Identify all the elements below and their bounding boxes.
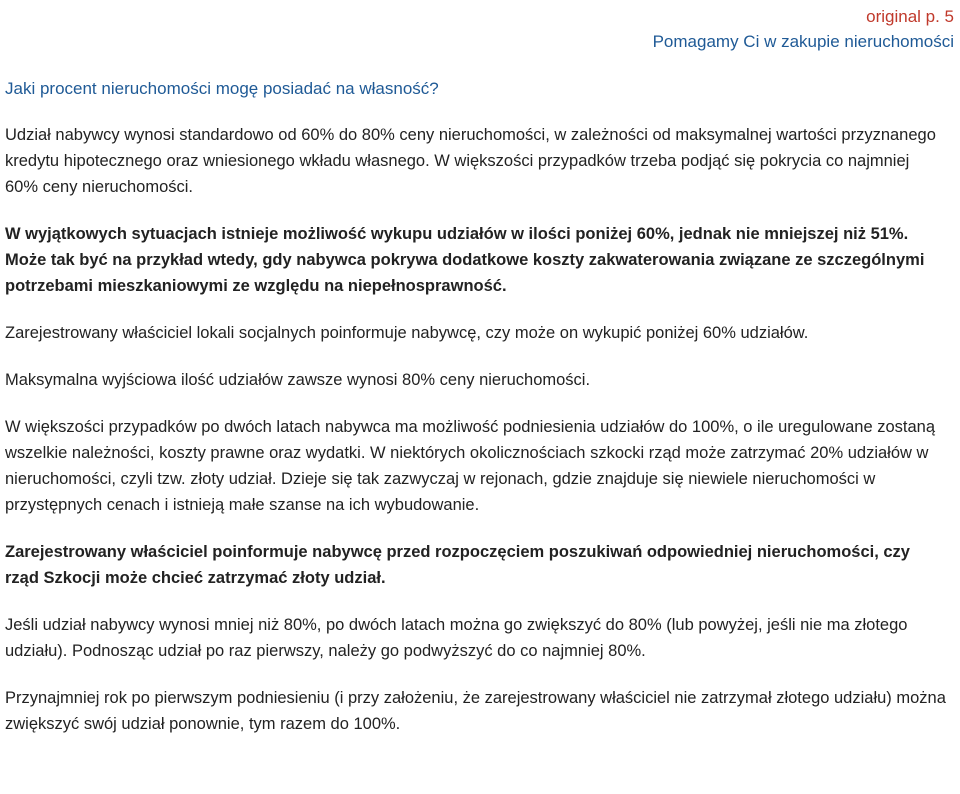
document-body [5,76,946,758]
page-header [653,4,954,54]
paragraph-increase-to-100: Przynajmniej rok po pierwszym podniesieniu (i przy założeniu, że zarejestrowany właściciel nie zatrzymał złotego udziału) można zwiększyć swój udział ponownie, tym razem do 100%. [5,689,946,733]
paragraph-landlord-info: Zarejestrowany właściciel lokali socjalnych poinformuje nabywcę, czy może on wykupić poniżej 60% udziałów. [5,324,809,342]
paragraph-exception-bold: W wyjątkowych sytuacjach istnieje możliwość wykupu udziałów w ilości poniżej 60%, jednak nie mniejszej niż 51%. Może tak być na przykład wtedy, gdy nabywca pokrywa dodatkowe koszty zakwaterowania związane ze szczególnymi potrzebami mieszkaniowymi ze względu na niepełnosprawność. [5,225,925,295]
section-question-heading: Jaki procent nieruchomości mogę posiadać na własność? [5,79,439,98]
paragraph-increase-share: W większości przypadków po dwóch latach nabywca ma możliwość podniesienia udziałów do 100%, o ile uregulowane zostaną wszelkie należności, koszty prawne oraz wydatki. W niektórych okolicznościach szkocki rząd może zatrzymać 20% udziałów w nieruchomości, czyli tzw. złoty udział. Dzieje się tak zazwyczaj w rejonach, gdzie znajduje się niewiele nieruchomości w przystępnych cenach i istnieją małe szanse na ich wybudowanie. [5,418,935,514]
paragraph-share-range: Udział nabywcy wynosi standardowo od 60% do 80% ceny nieruchomości, w zależności od maksymalnej wartości przyznanego kredytu hipotecznego oraz wniesionego wkładu własnego. W większości przypadków trzeba podjąć się pokrycia co najmniej 60% ceny nieruchomości. [5,126,936,196]
page-number-label: original p. 5 [866,7,954,26]
paragraph-golden-share-bold: Zarejestrowany właściciel poinformuje nabywcę przed rozpoczęciem poszukiwań odpowiedniej nieruchomości, czy rząd Szkocji może chcieć zatrzymać złoty udział. [5,543,910,587]
document-subtitle: Pomagamy Ci w zakupie nieruchomości [652,32,954,51]
paragraph-increase-to-80: Jeśli udział nabywcy wynosi mniej niż 80%, po dwóch latach można go zwiększyć do 80% (lub powyżej, jeśli nie ma złotego udziału). Podnosząc udział po raz pierwszy, należy go podwyższyć do co najmniej 80%. [5,616,908,660]
paragraph-max-share: Maksymalna wyjściowa ilość udziałów zawsze wynosi 80% ceny nieruchomości. [5,371,591,389]
